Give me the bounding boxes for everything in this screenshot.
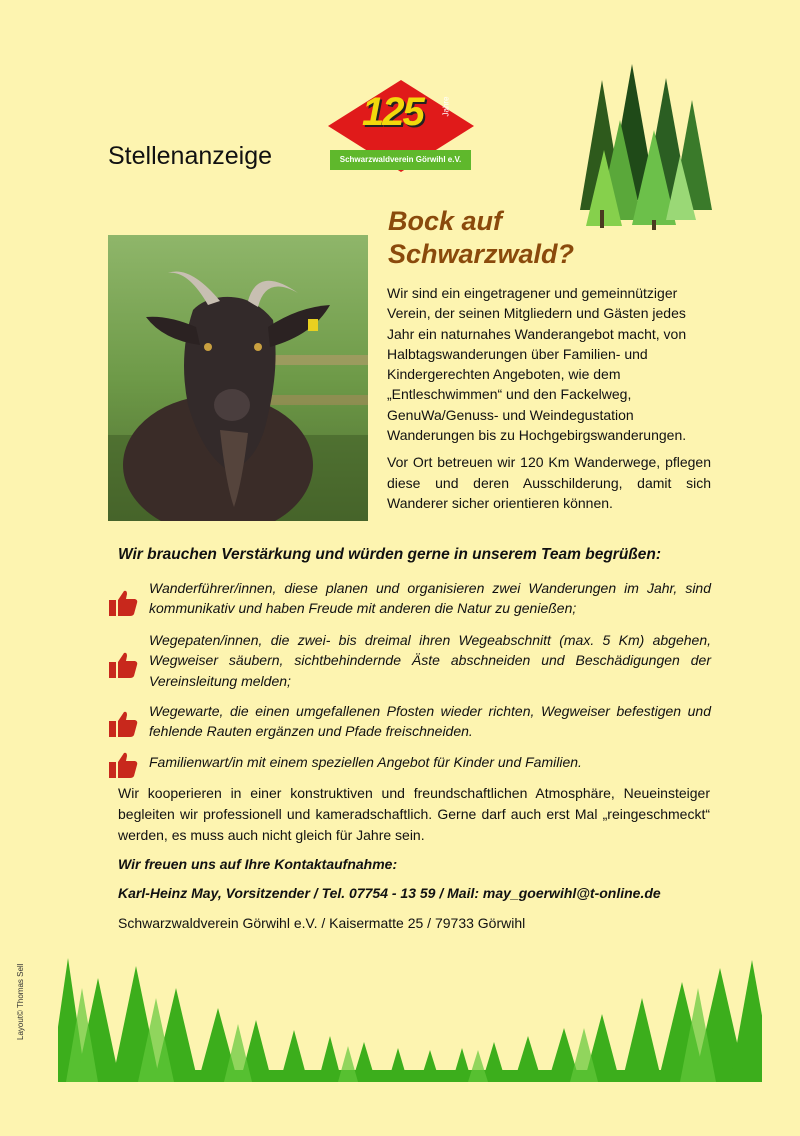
role-text: Familienwart/in mit einem speziellen Angebot für Kinder und Familien. [149, 754, 582, 770]
thumbs-up-icon [108, 588, 138, 618]
logo-club-name: Schwarzwaldverein Görwihl e.V. [330, 150, 471, 170]
page-title: Stellenanzeige [108, 142, 273, 170]
intro-paragraph-2: Vor Ort betreuen wir 120 Km Wanderwege, pflegen diese und deren Ausschilderung, damit sich Wanderer sicher orientieren können. [387, 454, 711, 511]
thumbs-up-icon [108, 709, 138, 739]
goat-photo [108, 235, 368, 521]
headline [388, 205, 688, 271]
contact-line: Karl-Heinz May, Vorsitzender / Tel. 07754 - 13 59 / Mail: may_goerwihl@t-online.de [118, 885, 661, 901]
headline-line2: Schwarzwald? [388, 239, 575, 269]
club-logo [326, 78, 476, 174]
logo-number: 125 [362, 90, 423, 134]
role-text: Wegewarte, die einen umgefallenen Pfosten wieder richten, Wegweiser befestigen und fehlende Rauten ergänzen und Pfade freischneiden. [149, 703, 711, 740]
role-item [108, 578, 710, 622]
thumbs-up-icon [108, 650, 138, 680]
goat-image [108, 235, 368, 521]
role-item [108, 701, 710, 745]
role-text: Wanderführer/innen, diese planen und organisieren zwei Wanderungen im Jahr, sind kommunikativ und haben Freude mit anderen die Natur zu genießen; [149, 580, 711, 617]
contact-heading: Wir freuen uns auf Ihre Kontaktaufnahme: [118, 856, 398, 872]
forest-silhouette-icon [58, 958, 762, 1082]
outro-text: Wir kooperieren in einer konstruktiven und freundschaftlichen Atmosphäre, Neueinsteiger begleiten wir professionell und kameradschaftlich. Gerne darf auch erst Mal „reingeschmeckt“ werden, es muss auch nicht gleich für Jahre sein. [118, 785, 710, 843]
intro-paragraph-1: Wir sind ein eingetragener und gemeinnütziger Verein, der seinen Mitgliedern und Gästen jedes Jahr ein naturnahes Wanderangebot macht, von Halbtagswanderungen über Familien- und Kindergerechten Angeboten, wie dem „Entleschwimmen“ und den Fackelweg, GenuWa/Genuss- und Weindegustation Wanderungen bis zu Hochgebirgswanderungen. [387, 285, 687, 444]
headline-line1: Bock auf [388, 206, 503, 236]
role-text: Wegepaten/innen, die zwei- bis dreimal ihren Wegeabschnitt (max. 5 Km) abgehen, Wegweiser säubern, sichtbehindernde Äste abschneiden und Beschädigungen der Vereinsleitung melden; [149, 632, 711, 689]
address: Schwarzwaldverein Görwihl e.V. / Kaisermatte 25 / 79733 Görwihl [118, 915, 526, 931]
intro-text [387, 283, 711, 513]
role-item [108, 750, 710, 780]
logo-jahre: Jahre [441, 96, 451, 117]
role-item [108, 630, 710, 694]
thumbs-up-icon [108, 750, 138, 780]
need-heading: Wir brauchen Verstärkung und würden gerne in unserem Team begrüßen: [118, 546, 662, 563]
layout-credit: Layout© Thomas Sell [16, 963, 25, 1040]
